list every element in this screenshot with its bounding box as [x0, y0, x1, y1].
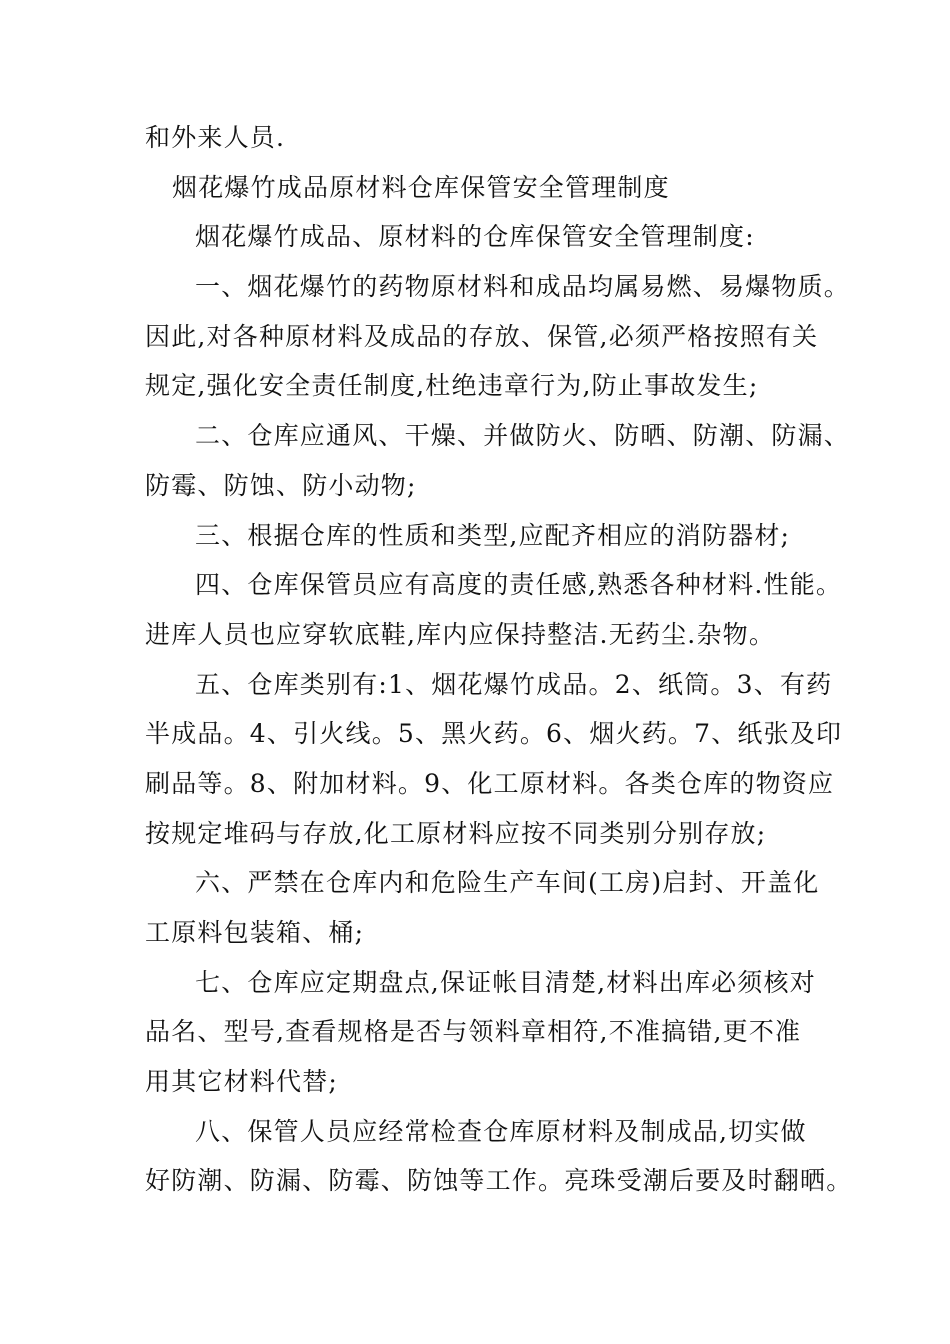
text-line: 防霉、防蚀、防小动物; — [145, 470, 417, 500]
text-line: 规定,强化安全责任制度,杜绝违章行为,防止事故发生; — [145, 371, 759, 401]
document-body — [145, 113, 853, 1206]
text-line: 烟花爆竹成品、原材料的仓库保管安全管理制度: — [195, 222, 755, 252]
text-line: 工原料包装箱、桶; — [145, 918, 365, 947]
text-line: 三、根据仓库的性质和类型,应配齐相应的消防器材; — [195, 520, 791, 550]
text-line: 半成品。4、引火线。5、黑火药。6、烟火药。7、纸张及印 — [145, 719, 843, 749]
text-line: 品名、型号,查看规格是否与领料章相符,不准搞错,更不准 — [145, 1017, 802, 1047]
text-line: 按规定堆码与存放,化工原材料应按不同类别分别存放; — [145, 818, 767, 848]
text-line: 刷品等。8、附加材料。9、化工原材料。各类仓库的物资应 — [145, 768, 835, 798]
text-line: 四、仓库保管员应有高度的责任感,熟悉各种材料.性能。 — [195, 570, 843, 600]
text-line: 进库人员也应穿软底鞋,库内应保持整洁.无药尘.杂物。 — [145, 619, 776, 649]
text-line: 因此,对各种原材料及成品的存放、保管,必须严格按照有关 — [145, 321, 819, 351]
text-line: 八、保管人员应经常检查仓库原材料及制成品,切实做 — [195, 1116, 807, 1146]
text-line: 五、仓库类别有:1、烟花爆竹成品。2、纸筒。3、有药 — [195, 669, 833, 699]
text-line: 好防潮、防漏、防霉、防蚀等工作。亮珠受潮后要及时翻晒。 — [145, 1166, 853, 1196]
text-line: 用其它材料代替; — [145, 1067, 339, 1097]
section-title: 烟花爆竹成品原材料仓库保管安全管理制度 — [172, 172, 670, 202]
text-line: 一、烟花爆竹的药物原材料和成品均属易燃、易爆物质。 — [195, 272, 851, 302]
text-line: 六、严禁在仓库内和危险生产车间(工房)启封、开盖化 — [195, 868, 820, 898]
text-line: 七、仓库应定期盘点,保证帐目清楚,材料出库必须核对 — [195, 967, 816, 997]
text-line: 和外来人员. — [145, 123, 286, 152]
text-line: 二、仓库应通风、干燥、并做防火、防晒、防潮、防漏、 — [195, 421, 851, 451]
